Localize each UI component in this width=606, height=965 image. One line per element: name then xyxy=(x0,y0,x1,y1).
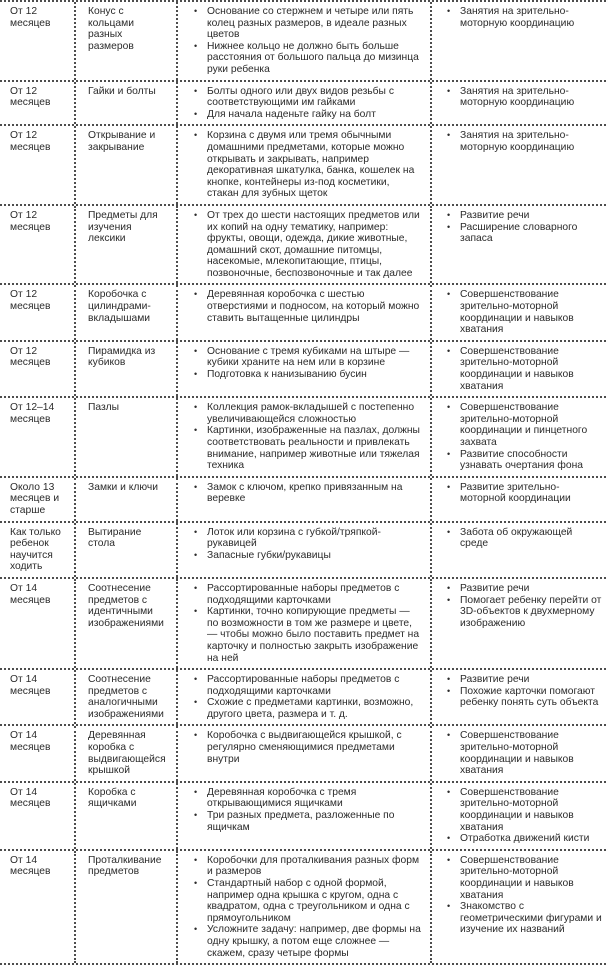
description-text: Запасные губки/рукавицы xyxy=(207,549,331,561)
description-cell xyxy=(176,342,430,396)
activity-text: Открывание и закрывание xyxy=(88,130,156,153)
age-text: Как только ребенок научится ходить xyxy=(10,526,61,573)
age-text: От 12 месяцев xyxy=(10,6,51,29)
description-text: Деревянная коробочка с шестью отверстиями и подносом, на который можно ставить вытащенные цилиндры xyxy=(207,289,420,324)
benefit-text: Забота об окружающей среде xyxy=(460,526,573,550)
activity-text: Вытирание стола xyxy=(88,526,142,550)
age-cell xyxy=(0,2,74,80)
description-text: Для начала наденьте гайку на болт xyxy=(207,108,376,120)
age-cell xyxy=(0,126,74,204)
activity-text: Конус с кольцами разных размеров xyxy=(88,6,134,52)
bullet-item xyxy=(447,6,602,29)
bullet-icon: • xyxy=(194,526,198,537)
description-text: Основание с тремя кубиками на штыре — кубики храните на нем или в корзине xyxy=(207,345,410,369)
table-row xyxy=(0,478,606,523)
bullet-icon: • xyxy=(194,289,198,300)
age-text: От 12 месяцев xyxy=(10,289,51,313)
bullet-item xyxy=(447,289,602,335)
description-text: Три разных предмета, разложенные по ящичкам xyxy=(207,810,395,833)
age-text: Около 13 месяцев и старше xyxy=(10,481,60,516)
bullet-item xyxy=(447,210,602,222)
bullet-icon: • xyxy=(447,85,451,96)
table-row xyxy=(0,342,606,398)
bullet-item xyxy=(194,583,423,606)
bullet-item xyxy=(194,924,423,959)
activity-cell xyxy=(74,342,176,396)
bullet-item xyxy=(447,583,602,595)
age-text: От 14 месяцев xyxy=(10,674,51,697)
bullet-icon: • xyxy=(194,786,198,797)
description-cell xyxy=(176,398,430,476)
description-text: Нижнее кольцо не должно быть больше расстояния от большого пальца до мизинца руки ребенка xyxy=(207,40,419,75)
bullet-item xyxy=(447,730,602,776)
description-text: Усложните задачу: например, две формы на одну крышку, а потом еще сложнее — скажем, сразу четыре формы xyxy=(207,924,421,959)
description-text: Картинки, изображенные на пазлах, должны соответствовать реальности и привлекать внимание, например животные или тяжелая техника xyxy=(207,425,420,472)
activity-text: Замки и ключи xyxy=(88,481,158,493)
bullet-icon: • xyxy=(447,6,451,16)
description-cell xyxy=(176,579,430,668)
description-cell xyxy=(176,82,430,125)
bullet-icon: • xyxy=(194,674,198,685)
bullet-icon: • xyxy=(194,108,198,119)
bullet-icon: • xyxy=(194,878,198,888)
benefit-text: Расширение словарного запаса xyxy=(460,221,578,245)
bullet-icon: • xyxy=(447,345,451,356)
activity-cell xyxy=(74,726,176,780)
benefits-cell xyxy=(430,478,606,521)
benefit-text: Занятия на зрительно-моторную координацию xyxy=(460,85,575,109)
age-cell xyxy=(0,342,74,396)
activity-cell xyxy=(74,398,176,476)
table-row xyxy=(0,398,606,478)
benefits-cell xyxy=(430,783,606,849)
age-cell xyxy=(0,851,74,963)
benefits-cell xyxy=(430,579,606,668)
bullet-item xyxy=(194,674,423,697)
activity-text: Деревянная коробка с выдвигающейся крышкой xyxy=(88,730,166,777)
bullet-icon: • xyxy=(447,786,451,797)
bullet-item xyxy=(194,550,423,562)
description-text: Коробочки для проталкивания разных форм и размеров xyxy=(207,854,420,878)
bullet-icon: • xyxy=(194,209,198,220)
description-cell xyxy=(176,478,430,521)
bullet-item xyxy=(194,527,423,550)
bullet-icon: • xyxy=(447,448,451,459)
activity-cell xyxy=(74,478,176,521)
benefit-text: Совершенствование зрительно-моторной координации и пинцетного захвата xyxy=(460,402,588,448)
age-cell xyxy=(0,726,74,780)
activity-cell xyxy=(74,82,176,125)
description-cell xyxy=(176,285,430,339)
bullet-icon: • xyxy=(447,730,451,741)
activity-cell xyxy=(74,2,176,80)
bullet-item xyxy=(447,674,602,686)
benefit-text: Похожие карточки помогают ребенку понять суть объекта xyxy=(460,685,599,709)
table-row xyxy=(0,670,606,726)
benefits-cell xyxy=(430,342,606,396)
description-cell xyxy=(176,726,430,780)
description-text: Коробочка с выдвигающейся крышкой, с регулярно сменяющимися предметами внутри xyxy=(207,730,402,765)
bullet-icon: • xyxy=(194,130,198,141)
bullet-item xyxy=(194,606,423,664)
age-text: От 14 месяцев xyxy=(10,730,51,754)
bullet-icon: • xyxy=(447,209,451,220)
description-cell xyxy=(176,670,430,724)
bullet-icon: • xyxy=(194,854,198,865)
age-text: От 14 месяцев xyxy=(10,854,51,878)
table-row xyxy=(0,2,606,82)
activity-text: Гайки и болты xyxy=(88,85,156,97)
activity-cell xyxy=(74,851,176,963)
table-row xyxy=(0,726,606,782)
benefit-text: Совершенствование зрительно-моторной координации и навыков хватания xyxy=(460,289,574,336)
bullet-icon: • xyxy=(447,402,451,413)
description-text: Картинки, точно копирующие предметы — по возможности в том же размере и цвете, — чтобы можно было поставить предмет на карточку и полностью закрыть изображение на ней xyxy=(207,606,420,664)
description-cell xyxy=(176,523,430,577)
table-row xyxy=(0,206,606,286)
description-cell xyxy=(176,783,430,849)
bullet-icon: • xyxy=(194,697,198,708)
benefit-text: Помогает ребенку перейти от 3D-объектов к двухмерному изображению xyxy=(460,594,602,629)
bullet-icon: • xyxy=(447,833,451,844)
bullet-icon: • xyxy=(447,854,451,865)
age-cell xyxy=(0,82,74,125)
description-text: Замок с ключом, крепко привязанным на веревке xyxy=(207,481,403,505)
age-text: От 14 месяцев xyxy=(10,582,51,606)
bullet-item xyxy=(194,130,423,200)
benefit-text: Развитие речи xyxy=(460,674,530,686)
description-text: Корзина с двумя или тремя обычными домашними предметами, которые можно открывать и закрывать, например декоративная шкатулка, банка, кошелек на кнопке, контейнеры из-под косметики, стакан для зубных щеток xyxy=(207,130,415,200)
bullet-item xyxy=(194,86,423,109)
benefits-cell xyxy=(430,126,606,204)
age-cell xyxy=(0,523,74,577)
bullet-item xyxy=(194,369,423,381)
description-text: Лоток или корзина с губкой/тряпкой-рукавицей xyxy=(207,526,381,550)
bullet-icon: • xyxy=(194,810,198,821)
age-cell xyxy=(0,478,74,521)
age-text: От 12 месяцев xyxy=(10,345,51,369)
benefits-cell xyxy=(430,2,606,80)
bullet-icon: • xyxy=(194,85,198,96)
bullet-icon: • xyxy=(194,730,198,741)
age-cell xyxy=(0,398,74,476)
bullet-item xyxy=(447,686,602,709)
benefit-text: Развитие способности узнавать очертания фона xyxy=(460,448,583,472)
table-row xyxy=(0,285,606,341)
bullet-item xyxy=(447,222,602,245)
bullet-item xyxy=(447,402,602,448)
description-text: Подготовка к нанизыванию бусин xyxy=(207,369,367,381)
bullet-item xyxy=(447,901,602,936)
description-text: Схожие с предметами картинки, возможно, другого цвета, размера и т. д. xyxy=(207,697,414,720)
description-text: Основание со стержнем и четыре или пять колец разных размеров, в идеале разных цветов xyxy=(207,6,414,41)
bullet-icon: • xyxy=(447,582,451,593)
bullet-icon: • xyxy=(194,402,198,413)
age-text: От 14 месяцев xyxy=(10,786,51,810)
description-text: От трех до шести настоящих предметов или их копий на одну тематику, например: фрукты, овощи, одежда, дикие животные, домашний скот, домашние питомцы, насекомые, млекопитающие, птицы, позвоночные, беспозвоночные и так далее xyxy=(207,209,420,279)
bullet-icon: • xyxy=(447,481,451,492)
bullet-icon: • xyxy=(194,40,198,51)
activity-cell xyxy=(74,670,176,724)
benefits-cell xyxy=(430,285,606,339)
description-text: Рассортированные наборы предметов с подходящими карточками xyxy=(207,582,400,606)
description-text: Стандартный набор с одной формой, например одна крышка с кругом, одна с квадратом, одна с треугольником и одна с прямоугольником xyxy=(207,878,410,924)
activity-text: Соотнесение предметов с идентичными изображениями xyxy=(88,582,164,629)
benefit-text: Отработка движений кисти xyxy=(460,833,590,845)
bullet-item xyxy=(194,697,423,720)
bullet-item xyxy=(194,855,423,878)
description-text: Коллекция рамок-вкладышей с постепенно увеличивающейся сложностью xyxy=(207,402,415,425)
activity-cell xyxy=(74,783,176,849)
benefits-cell xyxy=(430,206,606,284)
bullet-item xyxy=(447,787,602,833)
activity-text: Пирамидка из кубиков xyxy=(88,345,156,369)
bullet-icon: • xyxy=(194,425,198,436)
activity-text: Проталкивание предметов xyxy=(88,854,162,878)
description-text: Рассортированные наборы предметов с подходящими карточками xyxy=(207,674,400,697)
bullet-item xyxy=(194,402,423,425)
bullet-icon: • xyxy=(194,481,198,492)
table-row xyxy=(0,579,606,670)
description-cell xyxy=(176,126,430,204)
bullet-icon: • xyxy=(194,549,198,560)
benefits-cell xyxy=(430,523,606,577)
bullet-item xyxy=(447,595,602,630)
description-cell xyxy=(176,206,430,284)
bullet-item xyxy=(447,86,602,109)
bullet-icon: • xyxy=(194,345,198,356)
benefit-text: Знакомство с геометрическими фигурами и изучение их названий xyxy=(460,901,602,936)
bullet-item xyxy=(194,787,423,810)
bullet-icon: • xyxy=(194,606,198,617)
age-cell xyxy=(0,579,74,668)
activity-cell xyxy=(74,206,176,284)
bullet-icon: • xyxy=(447,685,451,696)
benefit-text: Совершенствование зрительно-моторной координации и навыков хватания xyxy=(460,786,574,833)
age-cell xyxy=(0,670,74,724)
table-row xyxy=(0,523,606,579)
benefits-cell xyxy=(430,82,606,125)
benefit-text: Занятия на зрительно-моторную координацию xyxy=(460,130,575,153)
bullet-icon: • xyxy=(194,6,198,16)
benefit-text: Развитие зрительно-моторной координации xyxy=(460,481,571,505)
activity-text: Пазлы xyxy=(88,402,120,414)
bullet-icon: • xyxy=(447,901,451,912)
bullet-icon: • xyxy=(194,924,198,935)
bullet-item xyxy=(194,346,423,369)
benefit-text: Занятия на зрительно-моторную координацию xyxy=(460,6,575,29)
benefits-cell xyxy=(430,670,606,724)
bullet-item xyxy=(447,449,602,472)
activity-text: Соотнесение предметов с аналогичными изображениями xyxy=(88,674,164,720)
bullet-icon: • xyxy=(447,289,451,300)
bullet-icon: • xyxy=(447,221,451,232)
bullet-item xyxy=(194,730,423,765)
table-row xyxy=(0,783,606,851)
age-text: От 12–14 месяцев xyxy=(10,402,55,425)
benefit-text: Развитие речи xyxy=(460,582,530,594)
bullet-item xyxy=(194,289,423,324)
bullet-item xyxy=(447,482,602,505)
activity-cell xyxy=(74,523,176,577)
activity-cell xyxy=(74,285,176,339)
benefit-text: Совершенствование зрительно-моторной координации и навыков хватания xyxy=(460,730,574,777)
bullet-item xyxy=(194,425,423,471)
age-cell xyxy=(0,783,74,849)
bullet-icon: • xyxy=(194,369,198,380)
benefit-text: Развитие речи xyxy=(460,209,530,221)
age-text: От 12 месяцев xyxy=(10,85,51,109)
description-cell xyxy=(176,851,430,963)
bullet-icon: • xyxy=(447,594,451,605)
bullet-item xyxy=(194,482,423,505)
bullet-item xyxy=(194,109,423,121)
table-row xyxy=(0,126,606,206)
activity-text: Коробочка с цилиндрами-вкладышами xyxy=(88,289,151,324)
benefit-text: Совершенствование зрительно-моторной координации и навыков хватания xyxy=(460,345,574,392)
activity-text: Предметы для изучения лексики xyxy=(88,209,158,245)
age-text: От 12 месяцев xyxy=(10,130,51,153)
bullet-icon: • xyxy=(194,582,198,593)
description-cell xyxy=(176,2,430,80)
bullet-icon: • xyxy=(447,130,451,141)
bullet-icon: • xyxy=(447,674,451,685)
age-cell xyxy=(0,206,74,284)
bullet-item xyxy=(447,527,602,550)
activity-text: Коробка с ящичками xyxy=(88,786,137,810)
age-cell xyxy=(0,285,74,339)
bullet-item xyxy=(447,130,602,153)
bullet-item xyxy=(194,41,423,76)
description-text: Деревянная коробочка с тремя открывающимися ящичками xyxy=(207,786,357,810)
benefits-cell xyxy=(430,726,606,780)
bullet-item xyxy=(194,810,423,833)
bullet-item xyxy=(194,210,423,280)
benefits-cell xyxy=(430,398,606,476)
bullet-item xyxy=(447,855,602,901)
activity-cell xyxy=(74,126,176,204)
bullet-item xyxy=(447,346,602,392)
benefit-text: Совершенствование зрительно-моторной координации и навыков хватания xyxy=(460,854,574,901)
benefits-cell xyxy=(430,851,606,963)
bullet-item xyxy=(194,6,423,41)
age-text: От 12 месяцев xyxy=(10,209,51,233)
description-text: Болты одного или двух видов резьбы с соответствующими им гайками xyxy=(207,85,394,109)
table-row xyxy=(0,82,606,127)
table-row xyxy=(0,851,606,965)
activity-cell xyxy=(74,579,176,668)
bullet-icon: • xyxy=(447,526,451,537)
bullet-item xyxy=(447,833,602,845)
